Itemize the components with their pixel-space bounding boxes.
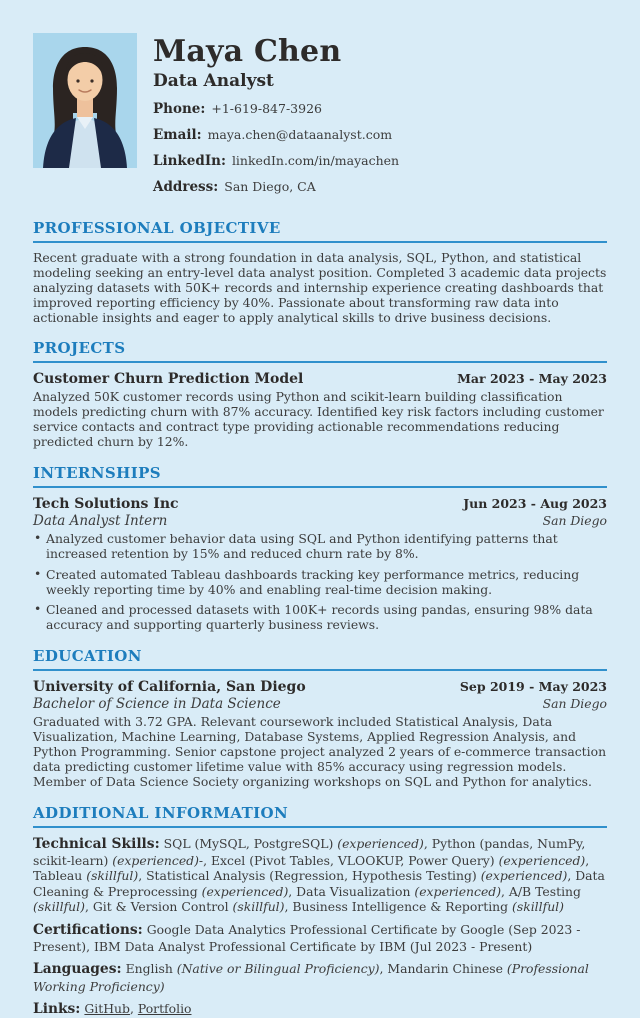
- languages-label: Languages:: [33, 961, 122, 977]
- internship-company: Tech Solutions Inc: [33, 496, 179, 512]
- education-entry: [33, 679, 607, 789]
- education-location: San Diego: [543, 696, 607, 711]
- inline-link-portfolio[interactable]: Portfolio: [138, 1001, 192, 1016]
- education-date-range: Sep 2019 - May 2023: [460, 679, 607, 694]
- contact-address-label: Address:: [153, 179, 218, 195]
- internship-entry-sub: [33, 513, 607, 529]
- technical-skills-label: Technical Skills:: [33, 836, 160, 852]
- section-heading-professional-objective: PROFESSIONAL OBJECTIVE: [33, 219, 607, 243]
- project-entry-head: [33, 371, 607, 387]
- technical-skills-line: [33, 836, 607, 915]
- section-heading-projects: PROJECTS: [33, 339, 607, 363]
- project-description: Analyzed 50K customer records using Python and scikit-learn building classification models predicting churn with 87% accuracy. Identified key risk factors including customer service contacts and contract type providing actionable recommendations reducing predicted churn by 12%.: [33, 390, 607, 450]
- section-education: [33, 647, 607, 789]
- contact-linkedin-value: linkedIn.com/in/mayachen: [232, 153, 399, 168]
- internship-entry: [33, 496, 607, 633]
- education-degree: Bachelor of Science in Data Science: [33, 696, 281, 712]
- education-entry-sub: [33, 696, 607, 712]
- certifications-line: [33, 922, 607, 955]
- section-heading-education: EDUCATION: [33, 647, 607, 671]
- internship-bullet: • Created automated Tableau dashboards tracking key performance metrics, reducing weekly reporting time by 40% and enabling real-time decision making.: [33, 568, 607, 598]
- internship-bullet: • Analyzed customer behavior data using SQL and Python identifying patterns that increased retention by 15% and reduced churn rate by 8%.: [33, 532, 607, 562]
- section-internships: [33, 464, 607, 633]
- internship-entry-head: [33, 496, 607, 512]
- languages-line: [33, 961, 607, 994]
- contact-phone-value: +1-619-847-3926: [211, 101, 322, 116]
- section-projects: [33, 339, 607, 450]
- profile-photo-illustration: [33, 33, 137, 168]
- contact-email-value: maya.chen@dataanalyst.com: [208, 127, 393, 142]
- objective-text: Recent graduate with a strong foundation in data analysis, SQL, Python, and statistical modeling seeking an entry-level data analyst position. Completed 3 academic data projects analyzing datasets with 50K+ records and internship experience creating dashboards that improved reporting efficiency by 40%. Passionate about transforming raw data into actionable insights and eager to apply analytical skills to drive business decisions.: [33, 251, 607, 325]
- inline-link-github[interactable]: GitHub: [84, 1001, 130, 1016]
- education-school: University of California, San Diego: [33, 679, 306, 695]
- contact-address: [153, 179, 607, 195]
- section-heading-additional-information: ADDITIONAL INFORMATION: [33, 804, 607, 828]
- contact-linkedin-label: LinkedIn:: [153, 153, 226, 169]
- person-name: Maya Chen: [153, 35, 607, 68]
- section-professional-objective: [33, 219, 607, 325]
- certifications-label: Certifications:: [33, 922, 143, 938]
- section-heading-internships: INTERNSHIPS: [33, 464, 607, 488]
- internship-location: San Diego: [543, 513, 607, 528]
- links-line: [33, 1001, 607, 1018]
- header-identity: [153, 33, 607, 195]
- links-text[interactable]: GitHub, Portfolio: [84, 1001, 191, 1016]
- contact-address-value: San Diego, CA: [224, 179, 316, 194]
- internship-role: Data Analyst Intern: [33, 513, 167, 529]
- person-job-title: Data Analyst: [153, 71, 607, 91]
- project-date-range: Mar 2023 - May 2023: [457, 371, 607, 386]
- technical-skills-text: SQL (MySQL, PostgreSQL) (experienced), Python (pandas, NumPy, scikit-learn) (experienced)-, Excel (Pivot Tables, VLOOKUP, Power Query) (experienced), Tableau (skillful), Statistical Analysis (Regression, Hypothesis Testing) (experienced), Data Cleaning & Preprocessing (experienced), Data Visualization (experienced), A/B Testing (skillful), Git & Version Control (skillful), Business Intelligence & Reporting (skillful): [33, 836, 605, 915]
- project-entry: [33, 371, 607, 450]
- contact-email: [153, 127, 607, 143]
- contact-phone-label: Phone:: [153, 101, 205, 117]
- contact-phone: [153, 101, 607, 117]
- contact-email-label: Email:: [153, 127, 202, 143]
- certifications-text: Google Data Analytics Professional Certificate by Google (Sep 2023 - Present), IBM Data Analyst Professional Certificate by IBM (Jul 2023 - Present): [33, 922, 580, 954]
- education-entry-head: [33, 679, 607, 695]
- internship-bullet-list: [33, 532, 607, 633]
- resume-header: [33, 33, 607, 195]
- links-label: Links:: [33, 1001, 80, 1017]
- contact-linkedin: [153, 153, 607, 169]
- project-title: Customer Churn Prediction Model: [33, 371, 303, 387]
- internship-date-range: Jun 2023 - Aug 2023: [463, 496, 607, 511]
- languages-text: English (Native or Bilingual Proficiency), Mandarin Chinese (Professional Working Proficiency): [33, 961, 589, 993]
- section-additional-information: [33, 804, 607, 1018]
- profile-photo: [33, 33, 137, 168]
- internship-bullet: • Cleaned and processed datasets with 100K+ records using pandas, ensuring 98% data accuracy and supporting quarterly business reviews.: [33, 603, 607, 633]
- education-description: Graduated with 3.72 GPA. Relevant coursework included Statistical Analysis, Data Visualization, Machine Learning, Database Systems, Applied Regression Analysis, and Python Programming. Senior capstone project analyzed 2 years of e-commerce transaction data predicting customer lifetime value with 85% accuracy using regression models. Member of Data Science Society organizing workshops on SQL and Python for analytics.: [33, 715, 607, 789]
